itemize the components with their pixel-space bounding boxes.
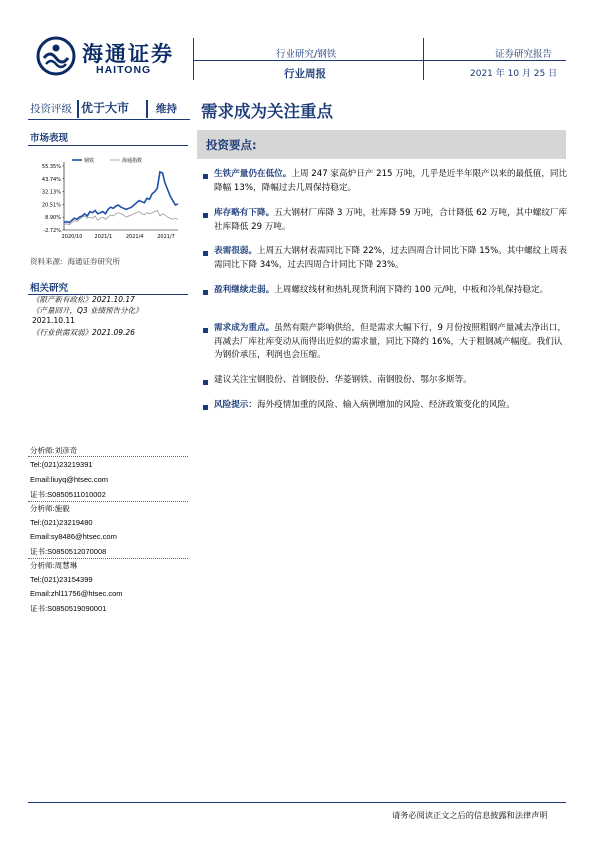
- rating-separator: [77, 100, 79, 118]
- related-item-date: 2021.10.11: [32, 316, 75, 325]
- key-point-heading: 盈利继续走弱。: [214, 285, 275, 295]
- x-tick-label: 2021/1: [94, 234, 113, 240]
- bullet-icon: [203, 380, 208, 385]
- y-tick-label: 8.90%: [45, 215, 61, 222]
- key-point-heading: 表需很弱。: [214, 246, 257, 256]
- y-tick-label: 32.13%: [41, 189, 61, 196]
- analyst-email[interactable]: Email:sy8486@htsec.com: [30, 532, 117, 541]
- legend-label: 钢铁: [84, 158, 95, 164]
- rating-label: 投资评级: [30, 103, 72, 115]
- key-point-paragraph: [214, 245, 568, 272]
- key-point-text: 五大钢材厂库降 3 万吨，社库降 59 万吨，合计降低 62 万吨，其中螺纹厂库社库降低 29 万吨。: [214, 208, 568, 232]
- x-tick-label: 2020/10: [61, 234, 83, 240]
- key-point-heading: 需求成为重点。: [214, 323, 275, 333]
- legend-label: 海通指数: [122, 158, 143, 164]
- y-tick-label: 43.74%: [41, 176, 61, 183]
- analyst-name: 分析师:刘彦奇: [30, 446, 78, 455]
- market-section-title: 市场表现: [30, 133, 69, 144]
- related-item[interactable]: 《产量回升，Q3 业绩预告分化》: [32, 306, 143, 315]
- key-point-heading: 生铁产量仍在低位。: [214, 169, 292, 179]
- key-point-text: 上周螺纹线材和热轧现货利润下降约 100 元/吨，中板和冷轧保持稳定。: [274, 285, 549, 295]
- analyst-email[interactable]: Email:zhl11756@htsec.com: [30, 589, 123, 598]
- key-point-paragraph: [214, 399, 568, 413]
- bullet-icon: [203, 405, 208, 410]
- footer-disclaimer[interactable]: 请务必阅读正文之后的信息披露和法律声明: [392, 810, 548, 820]
- key-point-text: 上周 247 家高炉日产 215 万吨，几乎是近半年限产以来的最低值，同比降幅 13%，降幅过去几周保持稳定。: [214, 169, 568, 193]
- analyst-cert: 证书:S0850519090001: [30, 604, 107, 613]
- header-divider: [193, 38, 194, 80]
- key-points-title: 投资要点:: [206, 138, 257, 152]
- header-divider: [423, 38, 424, 80]
- dotted-divider: [28, 456, 188, 457]
- key-point-paragraph: [214, 168, 568, 195]
- bullet-icon: [203, 290, 208, 295]
- key-point-text: 虽然有限产影响供给，但是需求大幅下行，9 月份按照粗钢产量减去净出口，再减去厂库社库变动从而得出近似的需求量，同比下降约 16%，大于粗钢减产幅度。我们认为钢价承压，利润也会压缩。: [214, 323, 566, 360]
- y-tick-label: 20.51%: [41, 202, 61, 209]
- key-point-text: 海外疫情加重的风险、输入病例增加的风险、经济政策变化的风险。: [256, 400, 515, 410]
- key-point-heading: 库存略有下降。: [214, 208, 275, 218]
- logo-chinese-name: 海通证券: [82, 41, 174, 66]
- analyst-tel: Tel:(021)23219391: [30, 460, 93, 469]
- x-tick-label: 2021/7: [157, 234, 175, 240]
- header-rule: [193, 60, 566, 61]
- bullet-icon: [203, 251, 208, 256]
- y-tick-label: -2.72%: [43, 228, 61, 234]
- related-item[interactable]: 《行业供需双弱》2021.09.26: [32, 328, 135, 337]
- related-item[interactable]: 《限产新有政松》2021.10.17: [32, 295, 135, 304]
- key-point-paragraph: [214, 322, 568, 363]
- report-category: 行业研究/钢铁: [276, 49, 337, 60]
- haitong-logo-icon: [36, 36, 76, 76]
- rating-value: 优于大市: [81, 101, 130, 115]
- dotted-divider: [28, 558, 188, 559]
- analyst-cert: 证书:S0850512070008: [30, 547, 107, 556]
- key-point-paragraph: [214, 374, 568, 388]
- key-point-heading: 风险提示：: [214, 400, 257, 410]
- report-type: 行业周报: [284, 68, 326, 80]
- dotted-divider: [28, 501, 188, 502]
- related-section-title: 相关研究: [30, 283, 69, 294]
- firm-report-label: 证券研究报告: [495, 49, 553, 60]
- analyst-tel: Tel:(021)23154399: [30, 575, 93, 584]
- chart-source: 资料来源：海通证券研究所: [30, 257, 120, 266]
- market-performance-chart: [28, 150, 190, 250]
- analyst-name: 分析师:周慧琳: [30, 561, 78, 570]
- bullet-icon: [203, 328, 208, 333]
- bullet-icon: [203, 174, 208, 179]
- rating-action: 维持: [156, 103, 177, 115]
- rating-separator: [146, 100, 148, 118]
- footer-rule: [28, 802, 566, 803]
- bullet-icon: [203, 213, 208, 218]
- key-point-text: 建议关注宝钢股份、首钢股份、华菱钢铁、南钢股份、鄂尔多斯等。: [214, 375, 472, 385]
- key-point-text: 上周五大钢材表需同比下降 22%，过去四周合计同比下降 15%。其中螺纹上周表需同比下降 34%，过去四周合计同比下降 23%。: [214, 246, 568, 270]
- logo-english-name: HAITONG: [96, 64, 152, 76]
- report-title: 需求成为关注重点: [201, 102, 333, 121]
- x-tick-label: 2021/4: [125, 234, 144, 240]
- key-point-paragraph: [214, 207, 568, 234]
- y-tick-label: 55.35%: [41, 164, 61, 170]
- series-line-index: [64, 211, 178, 225]
- analyst-name: 分析师:施毅: [30, 504, 70, 513]
- section-rule: [28, 145, 188, 146]
- analyst-tel: Tel:(021)23219480: [30, 518, 93, 527]
- analyst-cert: 证书:S0850511010002: [30, 490, 106, 499]
- report-date: 2021 年 10 月 25 日: [470, 69, 558, 79]
- analyst-email[interactable]: Email:liuyq@htsec.com: [30, 475, 109, 484]
- key-point-paragraph: [214, 284, 568, 298]
